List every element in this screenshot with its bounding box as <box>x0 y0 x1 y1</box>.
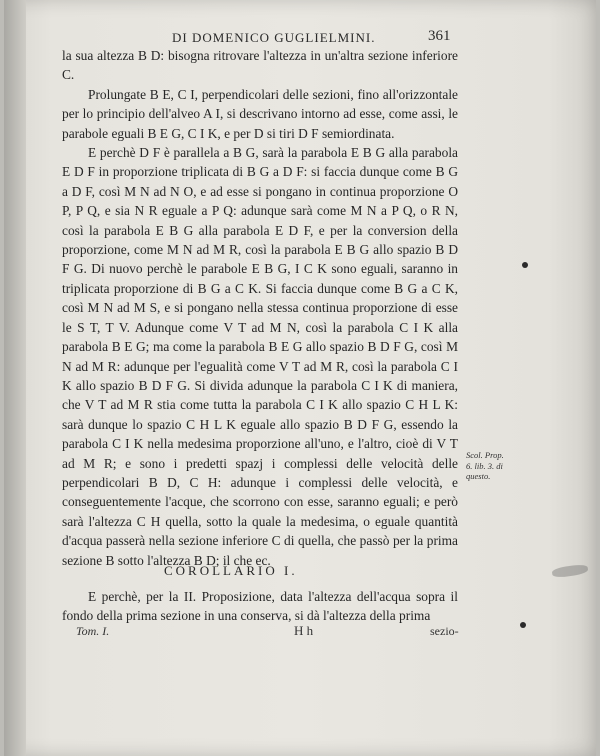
page-gutter <box>4 0 26 756</box>
signature-mark: H h <box>294 623 314 638</box>
ink-spot <box>522 262 528 268</box>
section-paragraph: E perchè, per la II. Proposizione, data l'altezza dell'acqua sopra il fondo della prima sezione in una conserva, si dà l'altezza della prima <box>62 589 458 624</box>
running-title: DI DOMENICO GUGLIELMINI. <box>172 30 376 45</box>
paragraph-1: la sua altezza B D: bisogna ritrovare l'altezza in un'altra sezione inferiore C. <box>62 48 458 83</box>
page-number: 361 <box>428 28 451 44</box>
volume-label: Tom. I. <box>76 624 110 638</box>
section-heading: COROLLARIO I. <box>164 563 298 578</box>
ink-smudge <box>551 564 588 579</box>
book-page <box>4 0 596 756</box>
paragraph-3: E perchè D F è parallela a B G, sarà la parabola E B G alla parabola E D F in proporzione triplicata di B G a D F: si faccia dunque come B G a D F, così M N ad N O, e ad esse si pongano in continua proporzione O P, P Q, e sia N R eguale a P Q: adunque sarà come M N a P Q, o R N, così la parabola E B G alla parabola E D F, e per la conversion della proporzione, come M N ad M R, così la parabola E B G allo spazio B D F G. Di nuovo perchè le parabole E B G, I C K sono eguali, saranno in triplicata proporzione di B G a C K. Si faccia dunque come B G a C K, così M N ad M S, e si pongano nella stessa continua proporzione di esse le S T, T V. Adunque come V T ad M N, così la parabola C I K alla parabola B E G; ma come la parabola B E G allo spazio B D F G, così M N ad M R: adunque per l'egualità come V T ad M R, così la parabola C I K allo spazio B D F G. Si divida adunque la parabola C I K di maniera, che V T ad M R stia come tutta la parabola C I K allo spazio C H L K: sarà dunque lo spazio C H L K eguale allo spazio B D F G, essendo la parabola C I K nella medesima proporzione all'uno, e l'altro, cioè di V T ad M R; e sono i predetti spazj i complessi delle velocità delle perpendicolari B D, C H: adunque i complessi delle velocità, e conseguentemente l'acque, che scorrono con esse, saranno eguali; e però sarà l'altezza C H quella, sotto la quale la medesima, o eguale quantità d'acqua passerà nella sezione inferiore C di quella, che passò per la prima sezione B sotto l'altezza B D; il che ec. <box>62 145 458 568</box>
catchword: sezio- <box>430 624 459 638</box>
paragraph-2: Prolungate B E, C I, perpendicolari delle sezioni, fino all'orizzontale per lo principio dell'alveo A I, si descrivano intorno ad esse, come assi, le parabole eguali B E G, C I K, e per D si tiri D F semiordinata. <box>62 86 458 141</box>
main-text-block <box>62 46 458 570</box>
ink-spot <box>520 622 526 628</box>
margin-note: Scol. Prop. 6. lib. 3. di questo. <box>466 450 504 481</box>
